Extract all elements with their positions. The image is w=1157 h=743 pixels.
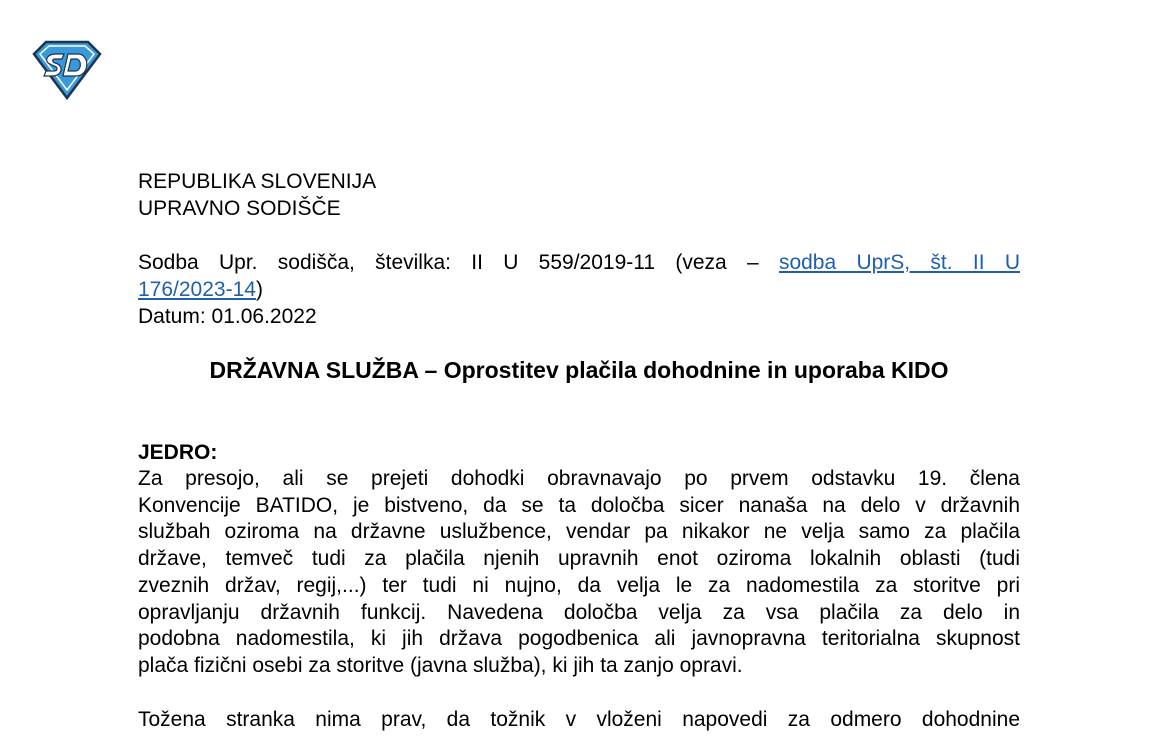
core-line: zveznih držav, regij,...) ter tudi ni nujno, da velja le za nadomestila za storitve pri [138, 573, 1020, 597]
reference-line [138, 249, 1020, 276]
core-line: službah oziroma na državne uslužbence, vendar pa nikakor ne velja samo za plačila [138, 520, 1020, 544]
core-paragraph [138, 466, 1020, 680]
document-body [138, 168, 1020, 733]
reference-link-part1[interactable]: sodba UprS, št. II U [778, 251, 1020, 274]
header-court: UPRAVNO SODIŠČE [138, 197, 341, 220]
court-logo [30, 40, 104, 100]
reference-prefix: Sodba Upr. sodišča, številka: II U 559/2019-11 (veza – [138, 251, 759, 274]
reference-link-part2[interactable]: 176/2023-14 [138, 278, 256, 301]
core-line: Za presojo, ali se prejeti dohodki obravnavajo po prvem odstavku 19. člena [138, 467, 1020, 490]
next-paragraph-line: Tožena stranka nima prav, da tožnik v vloženi napovedi za odmero dohodnine [138, 707, 1020, 731]
core-line: države, temveč tudi za plačila njenih upravnih enot oziroma lokalnih oblasti (tudi [138, 547, 1020, 571]
core-line: podobna nadomestila, ki jih država pogodbenica ali javnopravna teritorialna skupnost [138, 627, 1020, 651]
core-line: plača fizični osebi za storitve (javna služba), ki jih ta zanjo opravi. [138, 653, 743, 677]
core-line: Konvencije BATIDO, je bistveno, da se ta določba sicer nanaša na delo v državnih [138, 493, 1020, 517]
document-date: Datum: 01.06.2022 [138, 305, 317, 328]
header-country: REPUBLIKA SLOVENIJA [138, 170, 377, 193]
reference-suffix: ) [255, 278, 263, 301]
core-line: opravljanju državnih funkcij. Navedena določba velja za vsa plačila za delo in [138, 600, 1020, 624]
document-title: DRŽAVNA SLUŽBA – Oprostitev plačila dohodnine in uporaba KIDO [209, 357, 949, 383]
core-heading: JEDRO: [138, 441, 218, 464]
reference-line-2 [138, 276, 1020, 303]
